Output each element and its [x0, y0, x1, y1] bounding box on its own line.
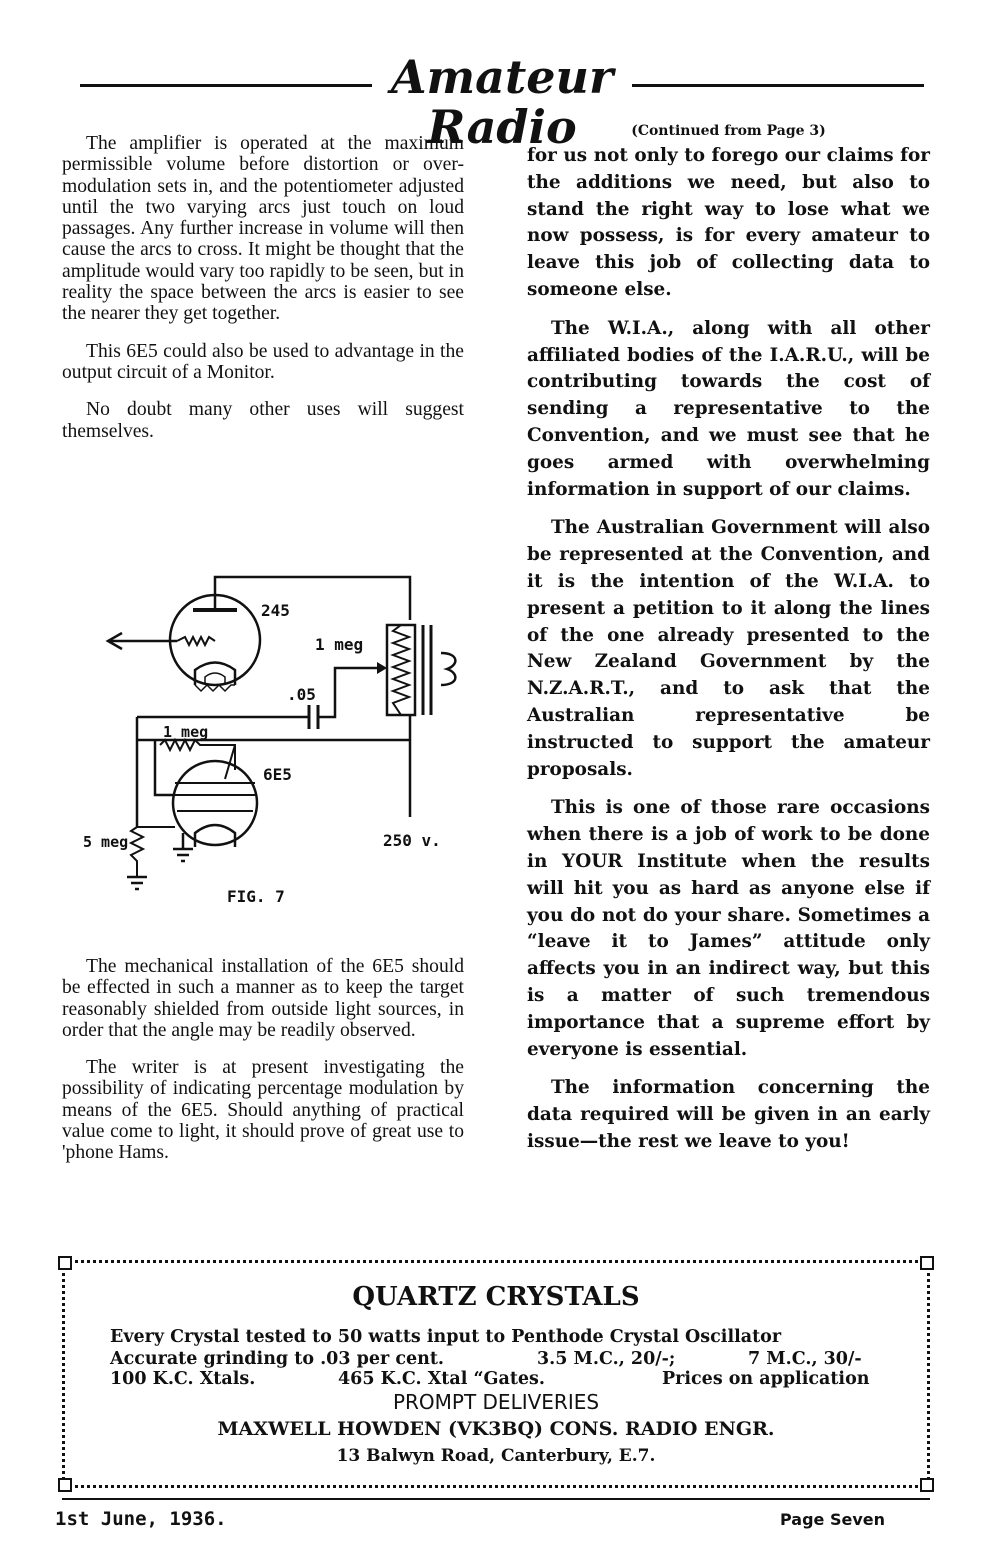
grid-245 — [177, 637, 215, 645]
right-paragraph: The W.I.A., along with all other affiliated bodies of the I.A.R.U., will be contributing towards the cost of sending a representative to the Convention, and we must see that he goes armed with overwhelming information in support of our claims. — [527, 317, 930, 500]
right-paragraph: The Australian Government will also be represented at the Convention, and it is the intention of the W.I.A. to present a petition to it along the lines of the one already presented to the New Zealand Government by the N.Z.A.R.T., and to ask that the Australian representative be instructed to support the amateur proposals. — [527, 517, 930, 780]
tube-6e5 — [173, 761, 257, 845]
label-5meg: 5 meg — [83, 833, 129, 851]
advert-line-2c: 7 M.C., 30/- — [748, 1349, 862, 1369]
left-column — [62, 133, 464, 458]
wire-top — [215, 577, 410, 620]
advert-line-2b: 3.5 M.C., 20/-; — [537, 1349, 676, 1369]
advert-line-1: Every Crystal tested to 50 watts input to Penthode Crystal Oscillator — [110, 1327, 782, 1347]
figure-caption: FIG. 7 — [227, 887, 285, 906]
advert-line-3b: 465 K.C. Xtal “Gates. — [338, 1369, 545, 1389]
right-paragraph: The information concerning the data required will be given in an early issue—the rest we leave to you! — [527, 1077, 930, 1152]
advert-line-3a: 100 K.C. Xtals. — [110, 1369, 256, 1389]
label-cap: .05 — [287, 685, 316, 704]
left-paragraph: This 6E5 could also be used to advantage in the output circuit of a Monitor. — [62, 340, 464, 383]
label-1meg-pot: 1 meg — [315, 635, 364, 654]
left-lower-paragraph: The writer is at present investigating the possibility of indicating percentage modulation by means of the 6E5. Should anything of practical value come to light, it should prove of great use to 'phone Hams. — [62, 1057, 464, 1164]
advert-title: QUARTZ CRYSTALS — [352, 1282, 640, 1312]
page-number: Page Seven — [780, 1510, 886, 1529]
quartz-crystals-advert — [62, 1260, 930, 1488]
left-lower-column — [62, 956, 464, 1180]
advert-corner — [920, 1256, 934, 1270]
advert-corner — [920, 1478, 934, 1492]
circuit-diagram — [75, 565, 475, 925]
resistor-5meg — [131, 827, 143, 877]
label-245: 245 — [261, 601, 290, 620]
advert-line-3c: Prices on application — [662, 1369, 870, 1389]
issue-date: 1st June, 1936. — [55, 1508, 227, 1530]
label-250v: 250 v. — [383, 831, 441, 850]
advert-corner — [58, 1478, 72, 1492]
masthead-title: Amateur Radio — [390, 50, 614, 154]
left-lower-paragraph: The mechanical installation of the 6E5 should be effected in such a manner as to keep the target reasonably shielded from outside light sources, in order that the angle may be readily observed. — [62, 956, 464, 1041]
advert-corner — [58, 1256, 72, 1270]
masthead-rule-left — [80, 84, 372, 87]
advert-prompt: PROMPT DELIVERIES — [392, 1390, 600, 1414]
label-6e5: 6E5 — [263, 765, 292, 784]
left-paragraph: No doubt many other uses will suggest themselves. — [62, 399, 464, 442]
left-paragraph: The amplifier is operated at the maximum permissible volume before distortion or over-modulation sets in, and the potentiometer adjusted until the two varying arcs just touch on loud passages. Any further increase in volume will then cause the arcs to cross. It might be thought that the amplitude would vary too rapidly to be seen, but in reality the space between the arcs is easier to see the nearer they get together. — [62, 133, 464, 325]
advert-line-2a: Accurate grinding to .03 per cent. — [110, 1349, 445, 1369]
right-paragraph: for us not only to forego our claims for the additions we need, but also to stand the right way to lose what we now possess, is for every amateur to leave this job of collecting data to someone else. — [527, 145, 930, 300]
pot-coil — [393, 625, 409, 715]
speaker-coil — [441, 653, 455, 685]
continued-note: (Continued from Page 3) — [631, 123, 826, 139]
footer-rule — [62, 1498, 930, 1500]
advert-company: MAXWELL HOWDEN (VK3BQ) CONS. RADIO ENGR. — [217, 1418, 775, 1440]
right-paragraph: This is one of those rare occasions when there is a job of work to be done in YOUR Institute when the results will hit you as hard as anyone else if you do not do your share. Sometimes a “leave it to James” attitude only affects you in an indirect way, but this is a matter of such tremendous importance that a supreme effort by everyone is essential. — [527, 797, 930, 1060]
label-1meg-grid: 1 meg — [163, 723, 209, 741]
right-column — [527, 119, 930, 1168]
masthead-rule-right — [632, 84, 924, 87]
advert-address: 13 Balwyn Road, Canterbury, E.7. — [336, 1446, 656, 1466]
